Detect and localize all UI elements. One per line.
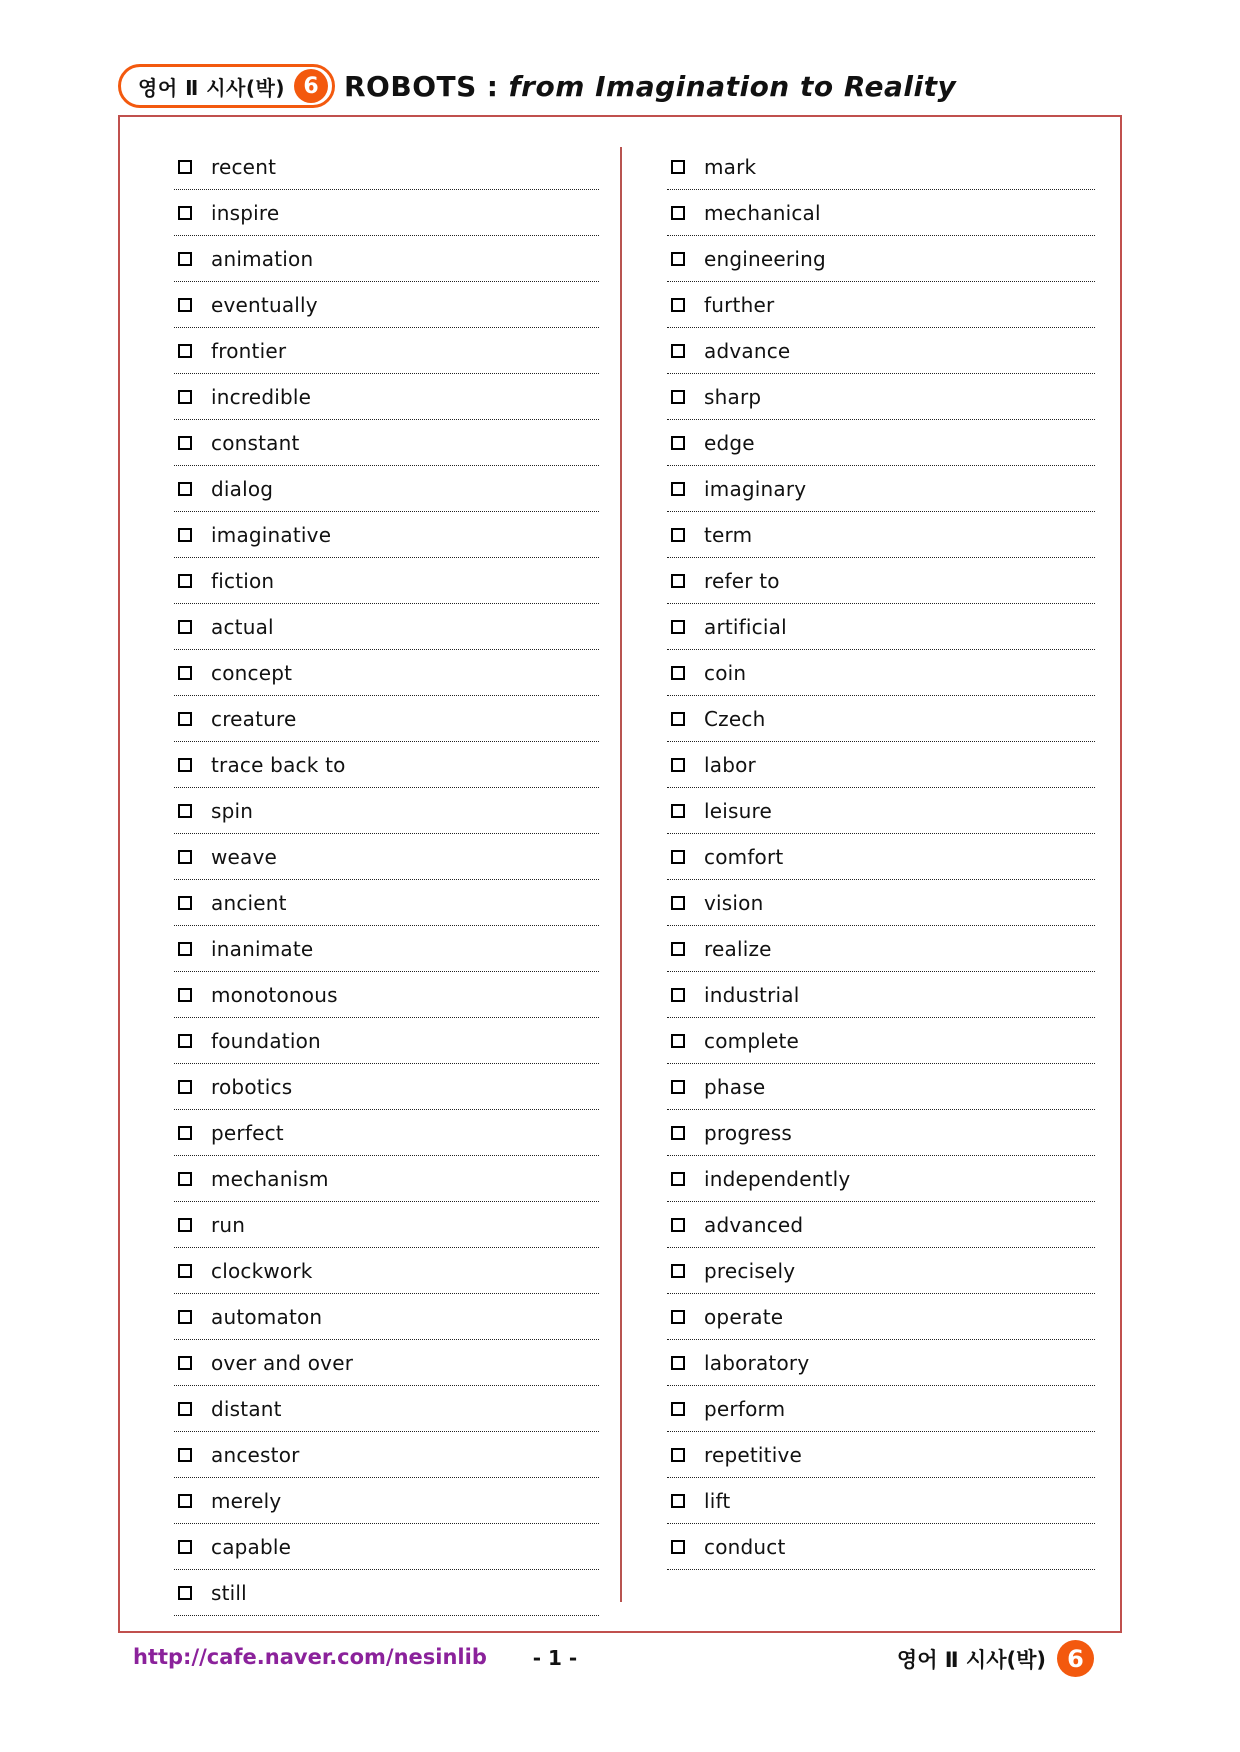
vocab-item <box>174 1386 599 1432</box>
vocab-column-left <box>174 144 599 1616</box>
vocab-item <box>174 1248 599 1294</box>
word-label: advance <box>704 338 791 363</box>
word-label: coin <box>704 660 747 685</box>
word-checkbox-icon[interactable] <box>178 1494 192 1508</box>
vocab-item <box>174 420 599 466</box>
page-title <box>344 70 956 103</box>
vocab-item <box>667 926 1095 972</box>
vocab-item <box>667 650 1095 696</box>
word-checkbox-icon[interactable] <box>178 942 192 956</box>
vocab-item <box>174 466 599 512</box>
word-label: clockwork <box>211 1258 313 1283</box>
vocab-item <box>174 190 599 236</box>
word-checkbox-icon[interactable] <box>671 1218 685 1232</box>
footer-lesson-number-circle: 6 <box>1057 1640 1094 1677</box>
word-label: constant <box>211 430 300 455</box>
word-checkbox-icon[interactable] <box>178 758 192 772</box>
word-label: ancestor <box>211 1442 300 1467</box>
word-checkbox-icon[interactable] <box>671 1034 685 1048</box>
vocab-item <box>174 282 599 328</box>
vocab-item <box>667 512 1095 558</box>
word-checkbox-icon[interactable] <box>178 1172 192 1186</box>
word-checkbox-icon[interactable] <box>178 1540 192 1554</box>
vocab-item <box>667 1478 1095 1524</box>
word-label: perform <box>704 1396 786 1421</box>
word-checkbox-icon[interactable] <box>671 574 685 588</box>
vocab-item <box>174 328 599 374</box>
word-checkbox-icon[interactable] <box>178 160 192 174</box>
word-checkbox-icon[interactable] <box>178 1356 192 1370</box>
word-label: leisure <box>704 798 773 823</box>
word-checkbox-icon[interactable] <box>178 206 192 220</box>
word-checkbox-icon[interactable] <box>671 850 685 864</box>
word-label: inspire <box>211 200 280 225</box>
word-checkbox-icon[interactable] <box>178 620 192 634</box>
word-checkbox-icon[interactable] <box>178 804 192 818</box>
word-label: incredible <box>211 384 312 409</box>
vocab-item <box>667 236 1095 282</box>
vocab-item <box>174 1064 599 1110</box>
word-label: advanced <box>704 1212 804 1237</box>
word-checkbox-icon[interactable] <box>178 482 192 496</box>
word-checkbox-icon[interactable] <box>178 712 192 726</box>
word-checkbox-icon[interactable] <box>178 1080 192 1094</box>
word-checkbox-icon[interactable] <box>178 574 192 588</box>
word-label: independently <box>704 1166 851 1191</box>
word-label: recent <box>211 154 277 179</box>
word-checkbox-icon[interactable] <box>178 298 192 312</box>
word-label: trace back to <box>211 752 346 777</box>
vocab-item <box>667 558 1095 604</box>
course-badge-label: 영어 Ⅱ 시사(박) <box>138 75 285 100</box>
word-label: precisely <box>704 1258 796 1283</box>
footer-url-link[interactable]: http://cafe.naver.com/nesinlib <box>133 1645 487 1669</box>
word-checkbox-icon[interactable] <box>671 1494 685 1508</box>
word-label: capable <box>211 1534 292 1559</box>
word-label: phase <box>704 1074 766 1099</box>
word-label: spin <box>211 798 254 823</box>
word-checkbox-icon[interactable] <box>671 160 685 174</box>
page-title-subtitle: from Imagination to Reality <box>508 70 957 103</box>
word-label: industrial <box>704 982 800 1007</box>
word-checkbox-icon[interactable] <box>671 804 685 818</box>
vocab-item <box>667 328 1095 374</box>
word-label: Czech <box>704 706 766 731</box>
word-checkbox-icon[interactable] <box>178 1402 192 1416</box>
word-checkbox-icon[interactable] <box>671 942 685 956</box>
word-checkbox-icon[interactable] <box>178 390 192 404</box>
word-checkbox-icon[interactable] <box>178 1126 192 1140</box>
word-checkbox-icon[interactable] <box>178 1218 192 1232</box>
word-checkbox-icon[interactable] <box>178 252 192 266</box>
word-checkbox-icon[interactable] <box>671 666 685 680</box>
vocab-item <box>667 1064 1095 1110</box>
word-label: progress <box>704 1120 792 1145</box>
vocab-item <box>667 374 1095 420</box>
word-label: mark <box>704 154 757 179</box>
vocab-item <box>667 880 1095 926</box>
vocab-item <box>667 1432 1095 1478</box>
word-checkbox-icon[interactable] <box>671 482 685 496</box>
word-label: imaginative <box>211 522 332 547</box>
word-checkbox-icon[interactable] <box>671 758 685 772</box>
vocab-item <box>174 1018 599 1064</box>
word-checkbox-icon[interactable] <box>178 1034 192 1048</box>
word-label: lift <box>704 1488 731 1513</box>
vocab-item <box>667 1202 1095 1248</box>
word-checkbox-icon[interactable] <box>671 1080 685 1094</box>
word-label: further <box>704 292 775 317</box>
vocab-item <box>667 1110 1095 1156</box>
word-label: eventually <box>211 292 318 317</box>
word-checkbox-icon[interactable] <box>671 1540 685 1554</box>
word-checkbox-icon[interactable] <box>671 712 685 726</box>
word-label: imaginary <box>704 476 807 501</box>
word-checkbox-icon[interactable] <box>671 1172 685 1186</box>
word-checkbox-icon[interactable] <box>671 206 685 220</box>
word-label: foundation <box>211 1028 321 1053</box>
vocab-item <box>174 236 599 282</box>
word-label: mechanism <box>211 1166 329 1191</box>
word-label: inanimate <box>211 936 314 961</box>
vocab-item <box>174 880 599 926</box>
word-label: perfect <box>211 1120 284 1145</box>
word-checkbox-icon[interactable] <box>671 298 685 312</box>
word-checkbox-icon[interactable] <box>671 252 685 266</box>
word-label: weave <box>211 844 278 869</box>
word-checkbox-icon[interactable] <box>178 896 192 910</box>
word-checkbox-icon[interactable] <box>671 620 685 634</box>
vocab-item <box>667 972 1095 1018</box>
word-label: animation <box>211 246 314 271</box>
vocab-item <box>174 834 599 880</box>
vocab-item <box>174 926 599 972</box>
word-checkbox-icon[interactable] <box>671 1264 685 1278</box>
vocab-item <box>174 1432 599 1478</box>
word-label: mechanical <box>704 200 821 225</box>
word-label: complete <box>704 1028 800 1053</box>
vocab-item <box>174 1570 599 1616</box>
vocab-item <box>174 1340 599 1386</box>
vocab-item <box>174 650 599 696</box>
word-checkbox-icon[interactable] <box>178 1448 192 1462</box>
word-label: automaton <box>211 1304 323 1329</box>
vocab-item <box>174 1294 599 1340</box>
word-label: labor <box>704 752 756 777</box>
word-checkbox-icon[interactable] <box>671 1448 685 1462</box>
word-label: artificial <box>704 614 787 639</box>
word-label: realize <box>704 936 772 961</box>
column-divider <box>620 147 622 1602</box>
footer-course-badge <box>897 1640 1094 1677</box>
lesson-number-circle: 6 <box>294 69 328 103</box>
word-label: actual <box>211 614 274 639</box>
vocab-item <box>667 1524 1095 1570</box>
word-label: merely <box>211 1488 282 1513</box>
word-label: conduct <box>704 1534 786 1559</box>
word-checkbox-icon[interactable] <box>178 666 192 680</box>
word-checkbox-icon[interactable] <box>178 988 192 1002</box>
page-title-colon: : <box>486 70 499 103</box>
word-label: over and over <box>211 1350 354 1375</box>
word-checkbox-icon[interactable] <box>178 1264 192 1278</box>
word-label: term <box>704 522 753 547</box>
vocab-item <box>174 558 599 604</box>
word-label: concept <box>211 660 293 685</box>
word-checkbox-icon[interactable] <box>178 1310 192 1324</box>
word-label: creature <box>211 706 297 731</box>
vocab-item <box>174 144 599 190</box>
vocab-item <box>667 144 1095 190</box>
word-label: monotonous <box>211 982 338 1007</box>
word-label: comfort <box>704 844 784 869</box>
vocab-item <box>174 374 599 420</box>
word-checkbox-icon[interactable] <box>671 344 685 358</box>
vocab-item <box>174 972 599 1018</box>
course-badge <box>118 64 335 108</box>
word-checkbox-icon[interactable] <box>671 1356 685 1370</box>
word-checkbox-icon[interactable] <box>178 344 192 358</box>
vocab-item <box>174 512 599 558</box>
vocab-item <box>667 696 1095 742</box>
vocab-column-right <box>667 144 1095 1570</box>
word-label: dialog <box>211 476 274 501</box>
word-label: ancient <box>211 890 287 915</box>
word-label: laboratory <box>704 1350 810 1375</box>
vocab-item <box>667 190 1095 236</box>
word-label: vision <box>704 890 764 915</box>
vocab-item <box>667 1018 1095 1064</box>
word-checkbox-icon[interactable] <box>671 988 685 1002</box>
word-checkbox-icon[interactable] <box>671 1310 685 1324</box>
word-label: engineering <box>704 246 826 271</box>
word-checkbox-icon[interactable] <box>671 390 685 404</box>
vocab-item <box>667 1386 1095 1432</box>
vocab-item <box>667 420 1095 466</box>
footer-page-number: - 1 - <box>532 1646 578 1670</box>
word-label: refer to <box>704 568 780 593</box>
word-checkbox-icon[interactable] <box>178 436 192 450</box>
vocab-item <box>174 1202 599 1248</box>
vocab-item <box>174 696 599 742</box>
word-checkbox-icon[interactable] <box>178 850 192 864</box>
vocab-item <box>667 282 1095 328</box>
vocab-item <box>667 834 1095 880</box>
vocab-item <box>174 1478 599 1524</box>
vocab-item <box>174 1110 599 1156</box>
word-checkbox-icon[interactable] <box>671 896 685 910</box>
vocab-item <box>667 1340 1095 1386</box>
word-checkbox-icon[interactable] <box>671 528 685 542</box>
word-label: repetitive <box>704 1442 803 1467</box>
word-checkbox-icon[interactable] <box>671 1126 685 1140</box>
vocab-item <box>174 742 599 788</box>
footer-course-badge-label: 영어 Ⅱ 시사(박) <box>896 1647 1046 1672</box>
vocab-item <box>174 1524 599 1570</box>
word-label: edge <box>704 430 755 455</box>
vocab-item <box>667 1156 1095 1202</box>
word-checkbox-icon[interactable] <box>671 1402 685 1416</box>
vocab-item <box>667 788 1095 834</box>
page-title-main: ROBOTS <box>344 70 477 103</box>
vocab-item <box>667 466 1095 512</box>
vocab-item <box>667 742 1095 788</box>
word-label: frontier <box>211 338 287 363</box>
vocab-item <box>174 788 599 834</box>
word-label: distant <box>211 1396 282 1421</box>
vocab-item <box>174 1156 599 1202</box>
word-label: fiction <box>211 568 275 593</box>
vocab-box <box>118 115 1122 1633</box>
vocab-item <box>667 604 1095 650</box>
vocab-item <box>667 1294 1095 1340</box>
word-checkbox-icon[interactable] <box>178 1586 192 1600</box>
word-checkbox-icon[interactable] <box>671 436 685 450</box>
word-label: operate <box>704 1304 784 1329</box>
word-label: sharp <box>704 384 762 409</box>
vocab-item <box>174 604 599 650</box>
word-label: still <box>211 1580 247 1605</box>
word-label: run <box>211 1212 246 1237</box>
word-label: robotics <box>211 1074 293 1099</box>
vocab-item <box>667 1248 1095 1294</box>
word-checkbox-icon[interactable] <box>178 528 192 542</box>
